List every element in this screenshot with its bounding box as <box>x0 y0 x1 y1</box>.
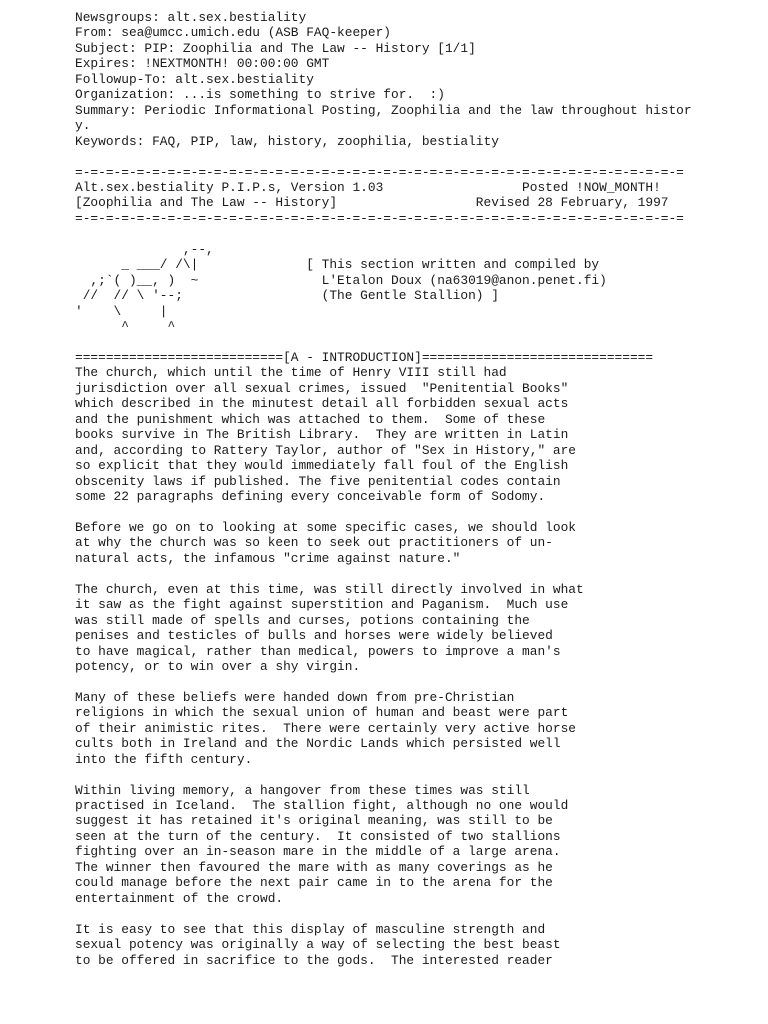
paragraph: Many of these beliefs were handed down from pre-Christian religions in which the sexual union of human and beast were part of their animistic rites. There were certainly very active horse cults both in Ireland and the Nordic Lands which persisted well into the fifth century. <box>75 689 576 767</box>
header-followup-to: Followup-To: alt.sex.bestiality <box>75 71 314 87</box>
ascii-art-credit: ,--, _ ___/ /\| [ This section written and compiled by ,;`( )__, ) ~ L'Etalon Doux (na63019@anon.penet.fi) // // \ '--; (The Gentle Stallion) ] ' \ | ^ ^ <box>75 241 607 335</box>
paragraph: The church, even at this time, was still directly involved in what it saw as the fight against superstition and Paganism. Much use was still made of spells and curses, potions containing the penises and testicles of bulls and horses were widely believed to have magical, rather than medical, powers to improve a man's potency, or to win over a shy virgin. <box>75 581 584 674</box>
header-expires: Expires: !NEXTMONTH! 00:00:00 GMT <box>75 56 330 72</box>
paragraph: The church, which until the time of Henry VIII still had jurisdiction over all sexual crimes, issued "Penitential Books" which described in the minutest detail all forbidden sexual acts and the punishment which was attached to them. Some of these books survive in The British Library. They are written in Latin and, according to Rattery Taylor, author of "Sex in History," are so explicit that they would immediately fall foul of the English obscenity laws if published. The five penitential codes contain some 22 paragraphs defining every conceivable form of Sodomy. <box>75 365 576 505</box>
header-subject: Subject: PIP: Zoophilia and The Law -- History [1/1] <box>75 40 476 56</box>
header-from: From: sea@umcc.umich.edu (ASB FAQ-keeper) <box>75 25 392 41</box>
paragraph: It is easy to see that this display of masculine strength and sexual potency was originally a way of selecting the best beast to be offered in sacrifice to the gods. The interested reader <box>75 921 561 968</box>
header-newsgroups: Newsgroups: alt.sex.bestiality <box>75 10 307 25</box>
header-organization: Organization: ...is something to strive for. :) <box>75 87 445 103</box>
paragraph: Before we go on to looking at some specific cases, we should look at why the church was so keen to seek out practitioners of un- natural acts, the infamous "crime against nature." <box>75 519 576 566</box>
section-header: ===========================[A - INTRODUCTION]============================== <box>75 349 654 365</box>
paragraph: Within living memory, a hangover from these times was still practised in Iceland. The stallion fight, although no one would suggest it has retained it's original meaning, was still to be seen at the turn of the century. It consisted of two stallions fighting over an in-season mare in the middle of a large arena. The winner then favoured the mare with as many coverings as he could manage before the next pair came in to the arena for the entertainment of the crowd. <box>75 782 569 906</box>
header-summary: Summary: Periodic Informational Posting, Zoophilia and the law throughout histor y. <box>75 102 692 134</box>
title-block: =-=-=-=-=-=-=-=-=-=-=-=-=-=-=-=-=-=-=-=-=-=-=-=-=-=-=-=-=-=-=-=-=-=-=-=-=-=-=-= Alt.sex.bestiality P.I.P.s, Version 1.03 Posted !NOW_MONTH! [Zoophilia and The Law -- History] Revised 28 February, 1997 =-=-=-=-=-=-=-=-=-=-=-=-=-=-=-=-=-=-=-=-=-=-=-=-=-=-=-=-=-=-=-=-=-=-=-=-=-=-=-= <box>75 164 684 226</box>
document-page <box>75 10 755 968</box>
header-keywords: Keywords: FAQ, PIP, law, history, zoophilia, bestiality <box>75 133 499 149</box>
